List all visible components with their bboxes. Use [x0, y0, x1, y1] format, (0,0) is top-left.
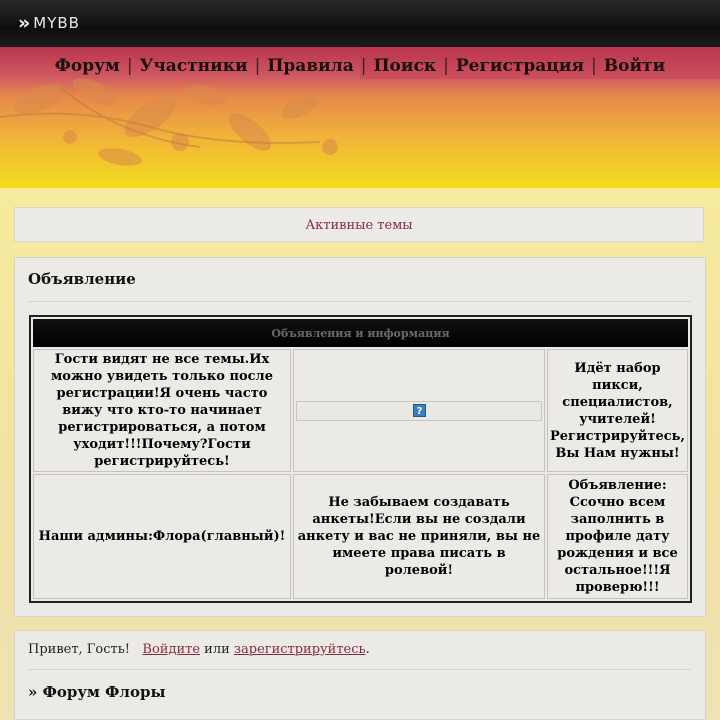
announcement-cell-admins: Наши админы:Флора(главный)!: [33, 474, 291, 599]
nav-separator: |: [254, 56, 261, 76]
greeting-text: Привет, Гость!: [28, 642, 131, 657]
mybb-logo[interactable]: [18, 12, 80, 34]
nav-login[interactable]: Войти: [603, 56, 666, 76]
double-chevron-icon: »: [18, 12, 28, 34]
announcement-cell-birthday: Объявление: Ссочно всем заполнить в профиле дату рождения и все остальное!!!Я проверю!!!: [547, 474, 688, 599]
announcement-title: Объявление: [28, 270, 136, 288]
divider: [28, 669, 691, 670]
welcome-panel: [14, 630, 706, 720]
nav-search[interactable]: Поиск: [373, 56, 437, 76]
register-link[interactable]: зарегистрируйтесь: [233, 642, 366, 657]
nav-register[interactable]: Регистрация: [455, 56, 584, 76]
nav-separator: |: [360, 56, 367, 76]
period-text: .: [365, 642, 370, 657]
active-topics-link[interactable]: Активные темы: [305, 218, 413, 233]
logo-text: MYBB: [33, 14, 80, 32]
guest-greeting: [28, 642, 370, 657]
announcement-cell-recruitment: Идёт набор пикси, специалистов, учителей! Регистрируйтесь, Вы Нам нужны!: [547, 349, 688, 472]
nav-separator: |: [591, 56, 597, 76]
active-topics-box: [14, 207, 704, 242]
nav-forum[interactable]: Форум: [54, 56, 120, 76]
nav-members[interactable]: Участники: [139, 56, 248, 76]
divider: [28, 301, 691, 302]
main-navigation: [0, 51, 720, 81]
breadcrumb[interactable]: » Форум Флоры: [28, 683, 166, 701]
broken-image-icon: ?: [413, 404, 426, 417]
nav-separator: |: [126, 56, 133, 76]
top-brand-bar: [0, 0, 720, 47]
or-text: или: [204, 642, 230, 657]
announcement-cell-image: [293, 349, 545, 472]
announcement-cell-guests: Гости видят не все темы.Их можно увидеть только после регистрации!Я очень часто вижу что кто-то начинает регистрироваться, а потом уходит!!!Почему?Гости регистрируйтесь!: [33, 349, 291, 472]
nav-separator: |: [443, 56, 449, 76]
announcement-panel: [14, 257, 706, 617]
announcement-cell-profiles: Не забываем создавать анкеты!Если вы не создали анкету и вас не приняли, вы не имеете права писать в ролевой!: [293, 474, 545, 599]
announcement-table-header: Объявления и информация: [33, 319, 688, 347]
forum-header-banner: [0, 47, 720, 188]
image-placeholder: [296, 401, 542, 421]
nav-rules[interactable]: Правила: [267, 56, 354, 76]
announcement-table: [29, 315, 692, 603]
login-link[interactable]: Войдите: [142, 642, 201, 657]
